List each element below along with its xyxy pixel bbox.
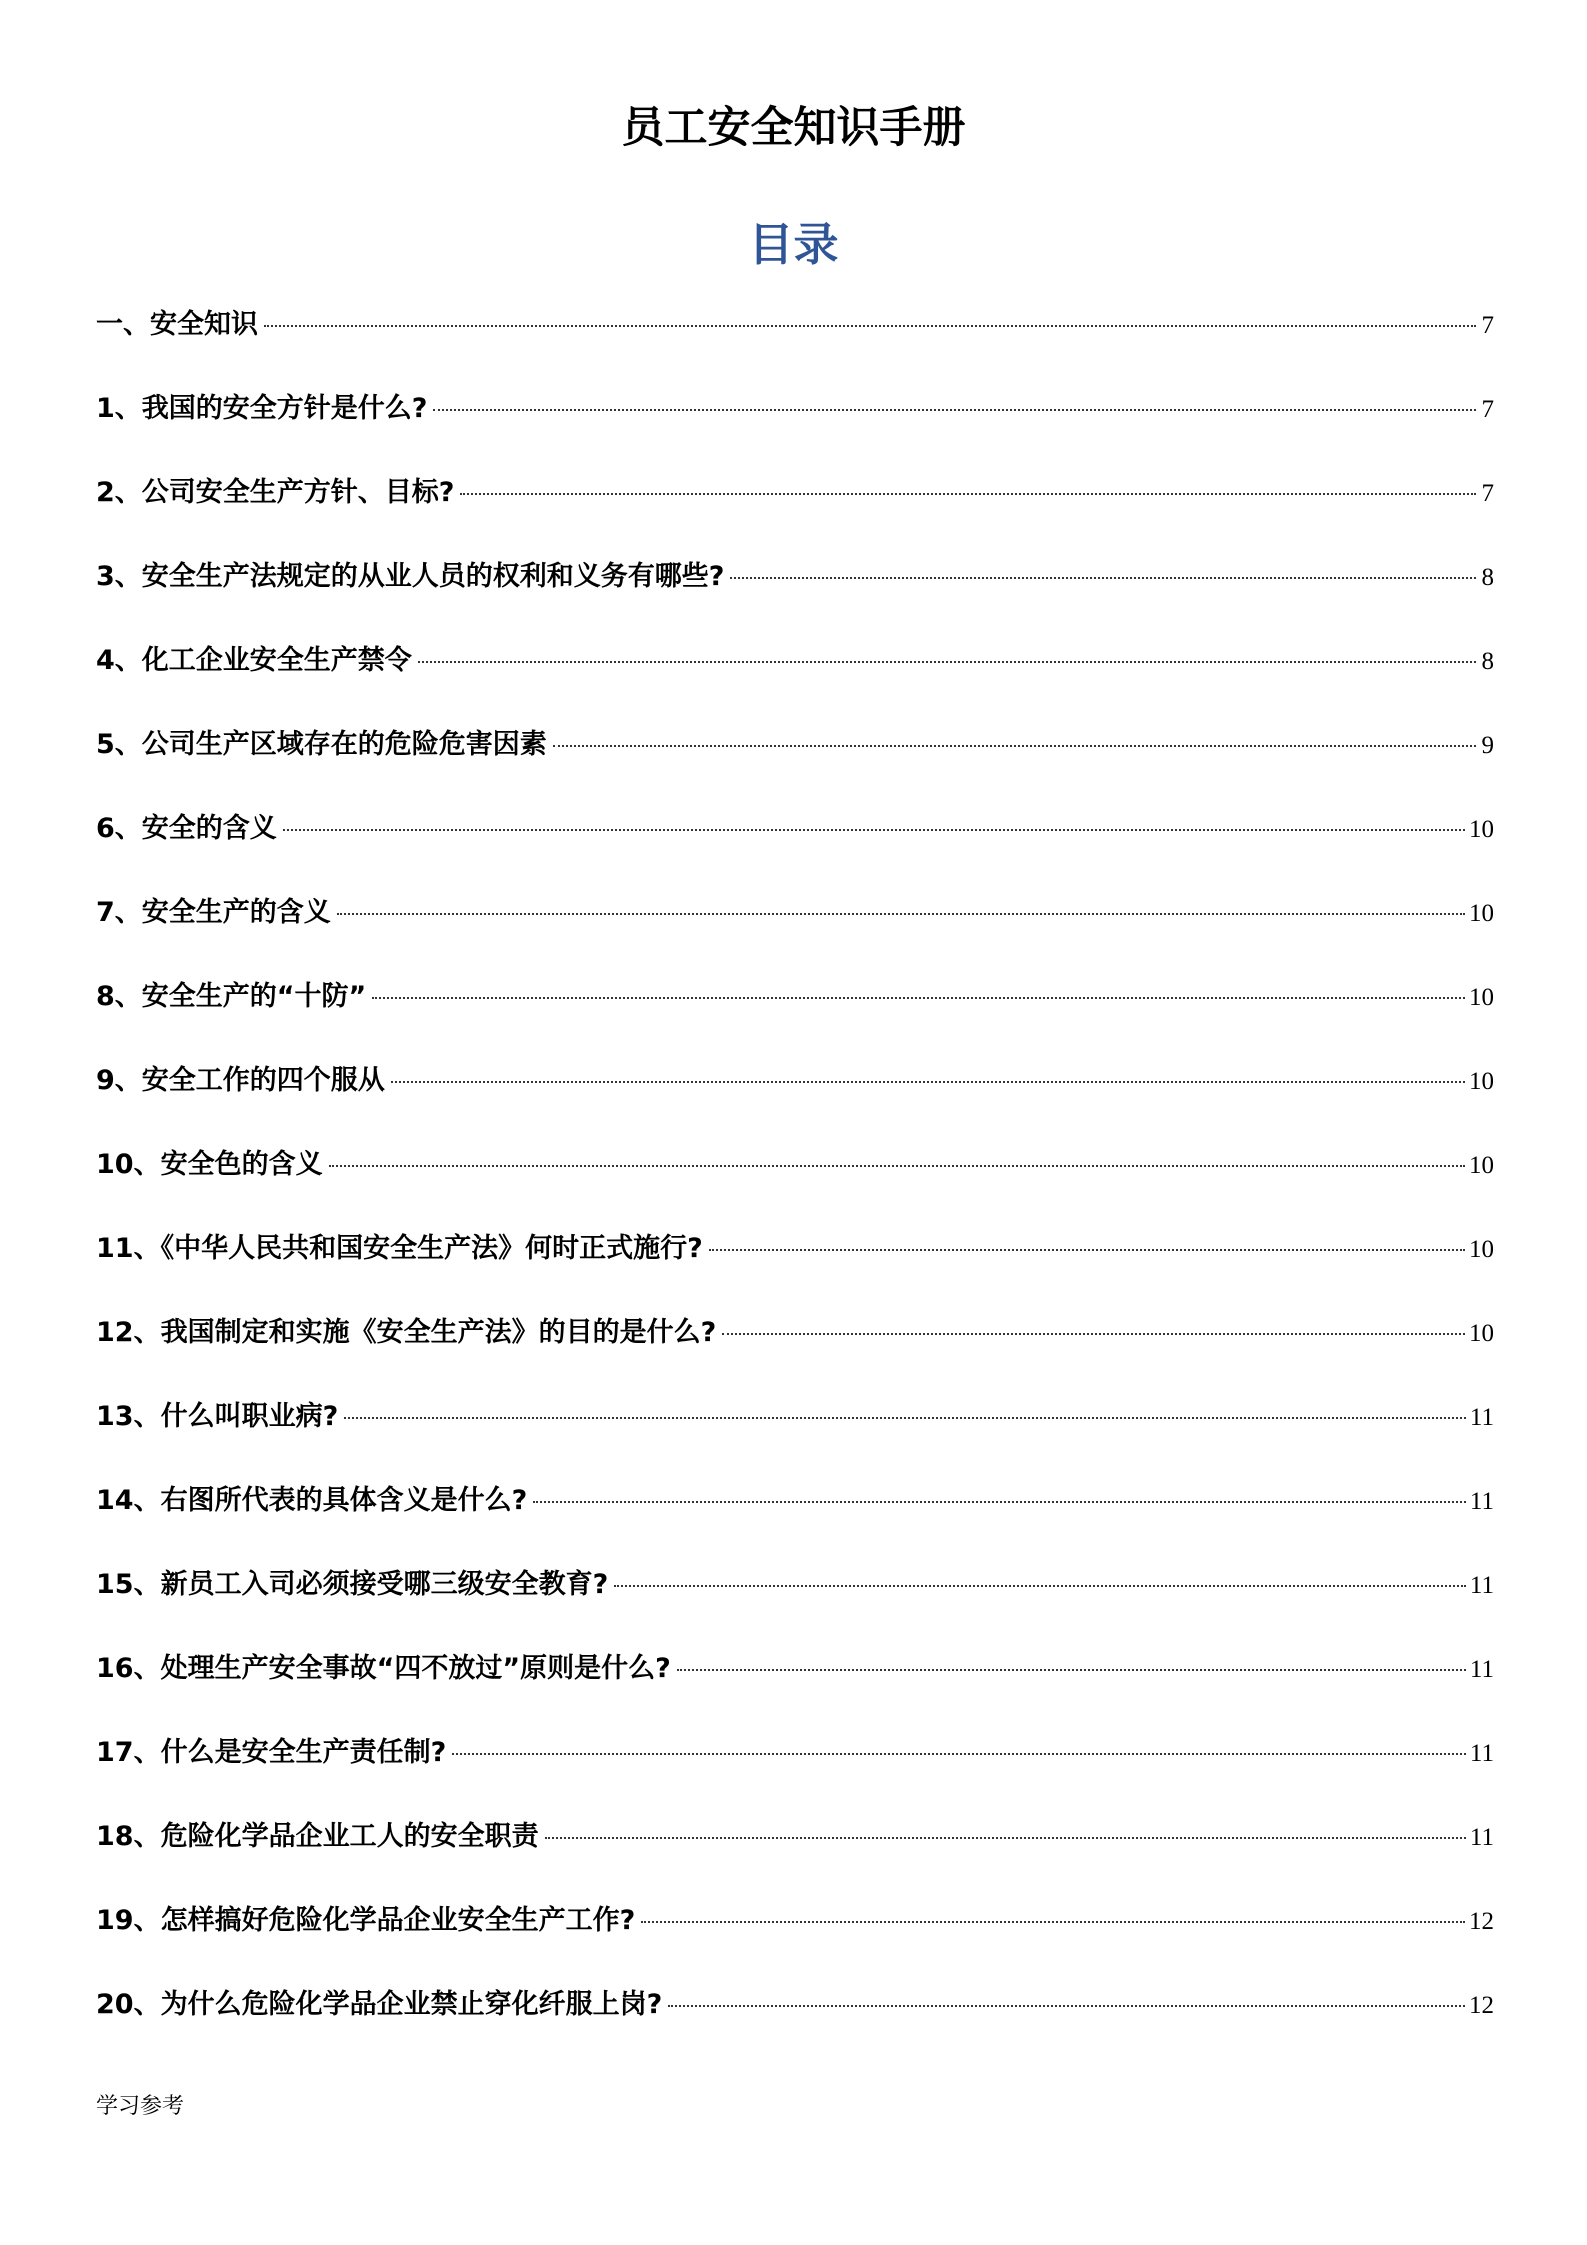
- toc-entry-page: 10: [1469, 1320, 1494, 1347]
- toc-entry-16[interactable]: [96, 1644, 1494, 1728]
- toc-leader-dots: [452, 1752, 1466, 1755]
- toc-entry-0[interactable]: [96, 300, 1494, 384]
- toc-leader-dots: [553, 744, 1476, 747]
- toc-entry-title: 4、化工企业安全生产禁令: [96, 645, 412, 676]
- toc-entry-title: 18、危险化学品企业工人的安全职责: [96, 1821, 539, 1852]
- toc-entry-title: 9、安全工作的四个服从: [96, 1065, 385, 1096]
- toc-entry-title: 2、公司安全生产方针、目标?: [96, 477, 455, 508]
- toc-entry-title: 14、右图所代表的具体含义是什么?: [96, 1485, 528, 1516]
- toc-leader-dots: [344, 1416, 1466, 1419]
- toc-leader-dots: [329, 1164, 1465, 1167]
- toc-entry-page: 10: [1469, 816, 1494, 843]
- document-title: 员工安全知识手册: [621, 103, 966, 153]
- toc-entry-title: 3、安全生产法规定的从业人员的权利和义务有哪些?: [96, 561, 725, 592]
- toc-entry-page: 8: [1481, 564, 1494, 591]
- toc-entry-title: 13、什么叫职业病?: [96, 1401, 339, 1432]
- toc-entry-page: 11: [1469, 1740, 1494, 1767]
- toc-entry-17[interactable]: [96, 1728, 1494, 1812]
- toc-entry-page: 10: [1469, 900, 1494, 927]
- toc-entry-13[interactable]: [96, 1392, 1494, 1476]
- toc-entry-5[interactable]: [96, 720, 1494, 804]
- toc-entry-8[interactable]: [96, 972, 1494, 1056]
- toc-entry-title: 1、我国的安全方针是什么?: [96, 393, 428, 424]
- toc-leader-dots: [418, 660, 1476, 663]
- toc-entry-title: 20、为什么危险化学品企业禁止穿化纤服上岗?: [96, 1989, 663, 2020]
- toc-leader-dots: [337, 912, 1465, 915]
- toc-entry-page: 11: [1469, 1404, 1494, 1431]
- toc-list: [96, 300, 1494, 2064]
- toc-entry-page: 9: [1481, 732, 1494, 759]
- toc-entry-1[interactable]: [96, 384, 1494, 468]
- toc-entry-7[interactable]: [96, 888, 1494, 972]
- toc-entry-page: 10: [1469, 1152, 1494, 1179]
- toc-entry-page: 11: [1469, 1656, 1494, 1683]
- toc-leader-dots: [730, 576, 1476, 579]
- toc-entry-14[interactable]: [96, 1476, 1494, 1560]
- toc-entry-20[interactable]: [96, 1980, 1494, 2064]
- toc-leader-dots: [372, 996, 1465, 999]
- toc-leader-dots: [668, 2004, 1465, 2007]
- toc-entry-15[interactable]: [96, 1560, 1494, 1644]
- toc-leader-dots: [264, 324, 1476, 327]
- toc-entry-title: 10、安全色的含义: [96, 1149, 323, 1180]
- toc-leader-dots: [533, 1500, 1466, 1503]
- toc-entry-title: 11、《中华人民共和国安全生产法》何时正式施行?: [96, 1233, 703, 1264]
- toc-leader-dots: [391, 1080, 1465, 1083]
- toc-leader-dots: [545, 1836, 1466, 1839]
- toc-entry-title: 19、怎样搞好危险化学品企业安全生产工作?: [96, 1905, 636, 1936]
- toc-entry-2[interactable]: [96, 468, 1494, 552]
- toc-entry-page: 8: [1481, 648, 1494, 675]
- toc-entry-19[interactable]: [96, 1896, 1494, 1980]
- toc-entry-page: 12: [1469, 1992, 1494, 2019]
- toc-entry-page: 11: [1469, 1488, 1494, 1515]
- toc-entry-title: 15、新员工入司必须接受哪三级安全教育?: [96, 1569, 609, 1600]
- footer-text: 学习参考: [96, 2094, 185, 2119]
- toc-entry-page: 7: [1481, 312, 1494, 339]
- toc-entry-9[interactable]: [96, 1056, 1494, 1140]
- toc-entry-title: 5、公司生产区域存在的危险危害因素: [96, 729, 547, 760]
- toc-entry-page: 10: [1469, 1236, 1494, 1263]
- toc-leader-dots: [722, 1332, 1465, 1335]
- toc-entry-title: 17、什么是安全生产责任制?: [96, 1737, 447, 1768]
- toc-entry-10[interactable]: [96, 1140, 1494, 1224]
- toc-entry-4[interactable]: [96, 636, 1494, 720]
- toc-heading: 目录: [748, 218, 839, 271]
- toc-entry-title: 6、安全的含义: [96, 813, 277, 844]
- toc-entry-page: 7: [1481, 396, 1494, 423]
- toc-entry-title: 12、我国制定和实施《安全生产法》的目的是什么?: [96, 1317, 717, 1348]
- toc-leader-dots: [709, 1248, 1465, 1251]
- toc-entry-page: 10: [1469, 984, 1494, 1011]
- toc-entry-18[interactable]: [96, 1812, 1494, 1896]
- toc-entry-6[interactable]: [96, 804, 1494, 888]
- toc-leader-dots: [641, 1920, 1465, 1923]
- toc-entry-title: 7、安全生产的含义: [96, 897, 331, 928]
- toc-entry-page: 12: [1469, 1908, 1494, 1935]
- toc-entry-11[interactable]: [96, 1224, 1494, 1308]
- toc-leader-dots: [433, 408, 1476, 411]
- toc-entry-page: 7: [1481, 480, 1494, 507]
- toc-entry-title: 一、安全知识: [96, 309, 258, 340]
- toc-entry-page: 11: [1469, 1824, 1494, 1851]
- toc-entry-title: 16、处理生产安全事故“四不放过”原则是什么?: [96, 1653, 671, 1684]
- toc-leader-dots: [460, 492, 1476, 495]
- toc-entry-12[interactable]: [96, 1308, 1494, 1392]
- toc-entry-page: 11: [1469, 1572, 1494, 1599]
- toc-leader-dots: [614, 1584, 1466, 1587]
- toc-entry-title: 8、安全生产的“十防”: [96, 981, 367, 1012]
- toc-leader-dots: [283, 828, 1465, 831]
- toc-entry-3[interactable]: [96, 552, 1494, 636]
- toc-leader-dots: [677, 1668, 1466, 1671]
- toc-entry-page: 10: [1469, 1068, 1494, 1095]
